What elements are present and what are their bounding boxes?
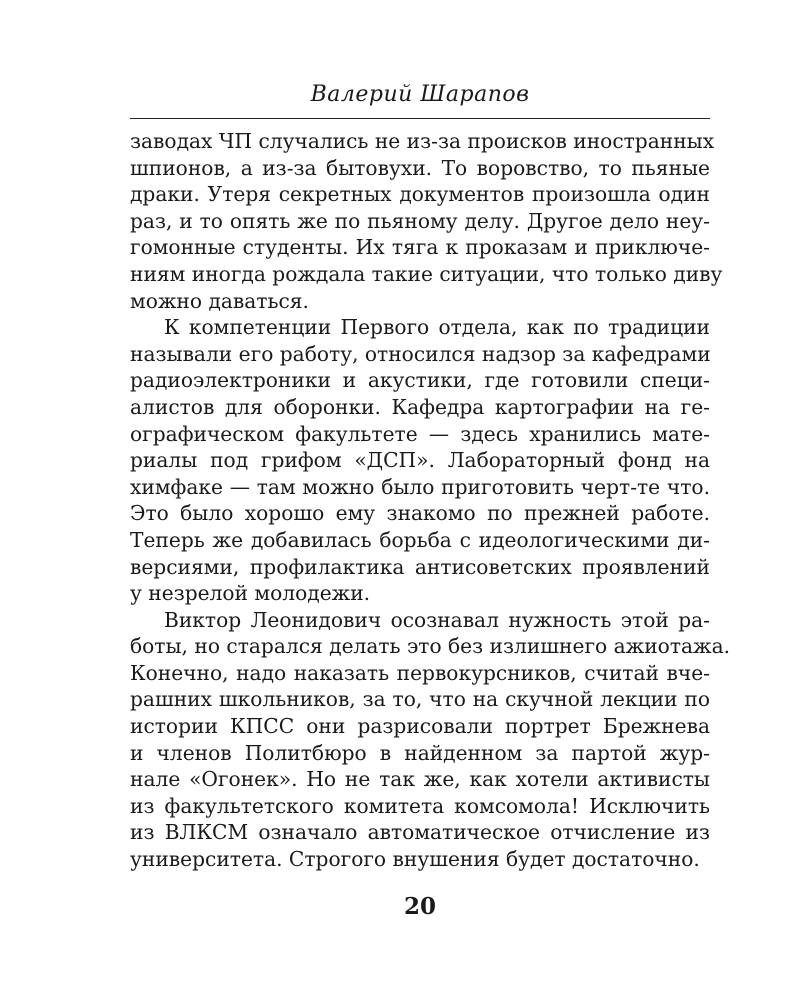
running-head-author: Валерий Шарапов	[310, 82, 530, 107]
text-line: драки. Утеря секретных документов произошла один	[130, 182, 710, 207]
text-line: Виктор Леонидович осознавал нужность этой ра-	[164, 607, 710, 632]
text-line: версиями, профилактика антисоветских проявлений	[130, 554, 710, 579]
text-line: Конечно, надо наказать первокурсников, считай вче-	[130, 660, 710, 685]
text-line: и членов Политбюро в найденном за партой жур-	[130, 740, 710, 765]
text-line: шпионов, а из-за бытовухи. То воровство, то пьяные	[130, 155, 710, 180]
paragraph	[130, 128, 723, 314]
text-line: раз, и то опять же по пьяному делу. Другое дело неу-	[130, 208, 710, 233]
paragraph	[130, 607, 731, 873]
text-line: К компетенции Первого отдела, как по традиции	[164, 315, 710, 340]
text-line: алистов для оборонки. Кафедра картографии на ге-	[130, 394, 710, 419]
text-line: Это было хорошо ему знакомо по прежней работе.	[130, 501, 710, 526]
text-line: истории КПСС они разрисовали портрет Брежнева	[130, 714, 710, 739]
text-line: университета. Строгого внушения будет достаточно.	[130, 847, 700, 872]
text-line: гомонные студенты. Их тяга к проказам и приключе-	[130, 235, 710, 260]
text-line: ографическом факультете — здесь хранились мате-	[130, 421, 710, 446]
text-line: радиоэлектроники и акустики, где готовили специ-	[130, 368, 710, 393]
body-text	[130, 128, 731, 873]
text-line: рашних школьников, за то, что на скучной лекции по	[130, 687, 710, 712]
paragraph	[130, 314, 710, 607]
text-line: химфаке — там можно было приготовить черт-те что.	[130, 474, 710, 499]
text-line: у незрелой молодежи.	[130, 581, 371, 606]
text-line: ниям иногда рождала такие ситуации, что только диву	[130, 261, 723, 286]
text-line: Теперь же добавилась борьба с идеологическими ди-	[130, 527, 710, 552]
text-line: боты, но старался делать это без излишнего ажиотажа.	[130, 634, 731, 659]
text-line: называли его работу, относился надзор за кафедрами	[130, 341, 711, 366]
header-rule	[130, 118, 710, 119]
text-line: заводах ЧП случались не из-за происков иностранных	[130, 129, 715, 153]
text-line: риалы под грифом «ДСП». Лабораторный фонд на	[130, 448, 710, 473]
text-line: можно даваться.	[130, 288, 309, 313]
text-line: из факультетского комитета комсомола! Исключить	[130, 793, 710, 818]
page-number: 20	[403, 893, 436, 920]
text-line: из ВЛКСМ означало автоматическое отчисление из	[130, 820, 710, 845]
text-line: нале «Огонек». Но не так же, как хотели активисты	[130, 767, 710, 792]
